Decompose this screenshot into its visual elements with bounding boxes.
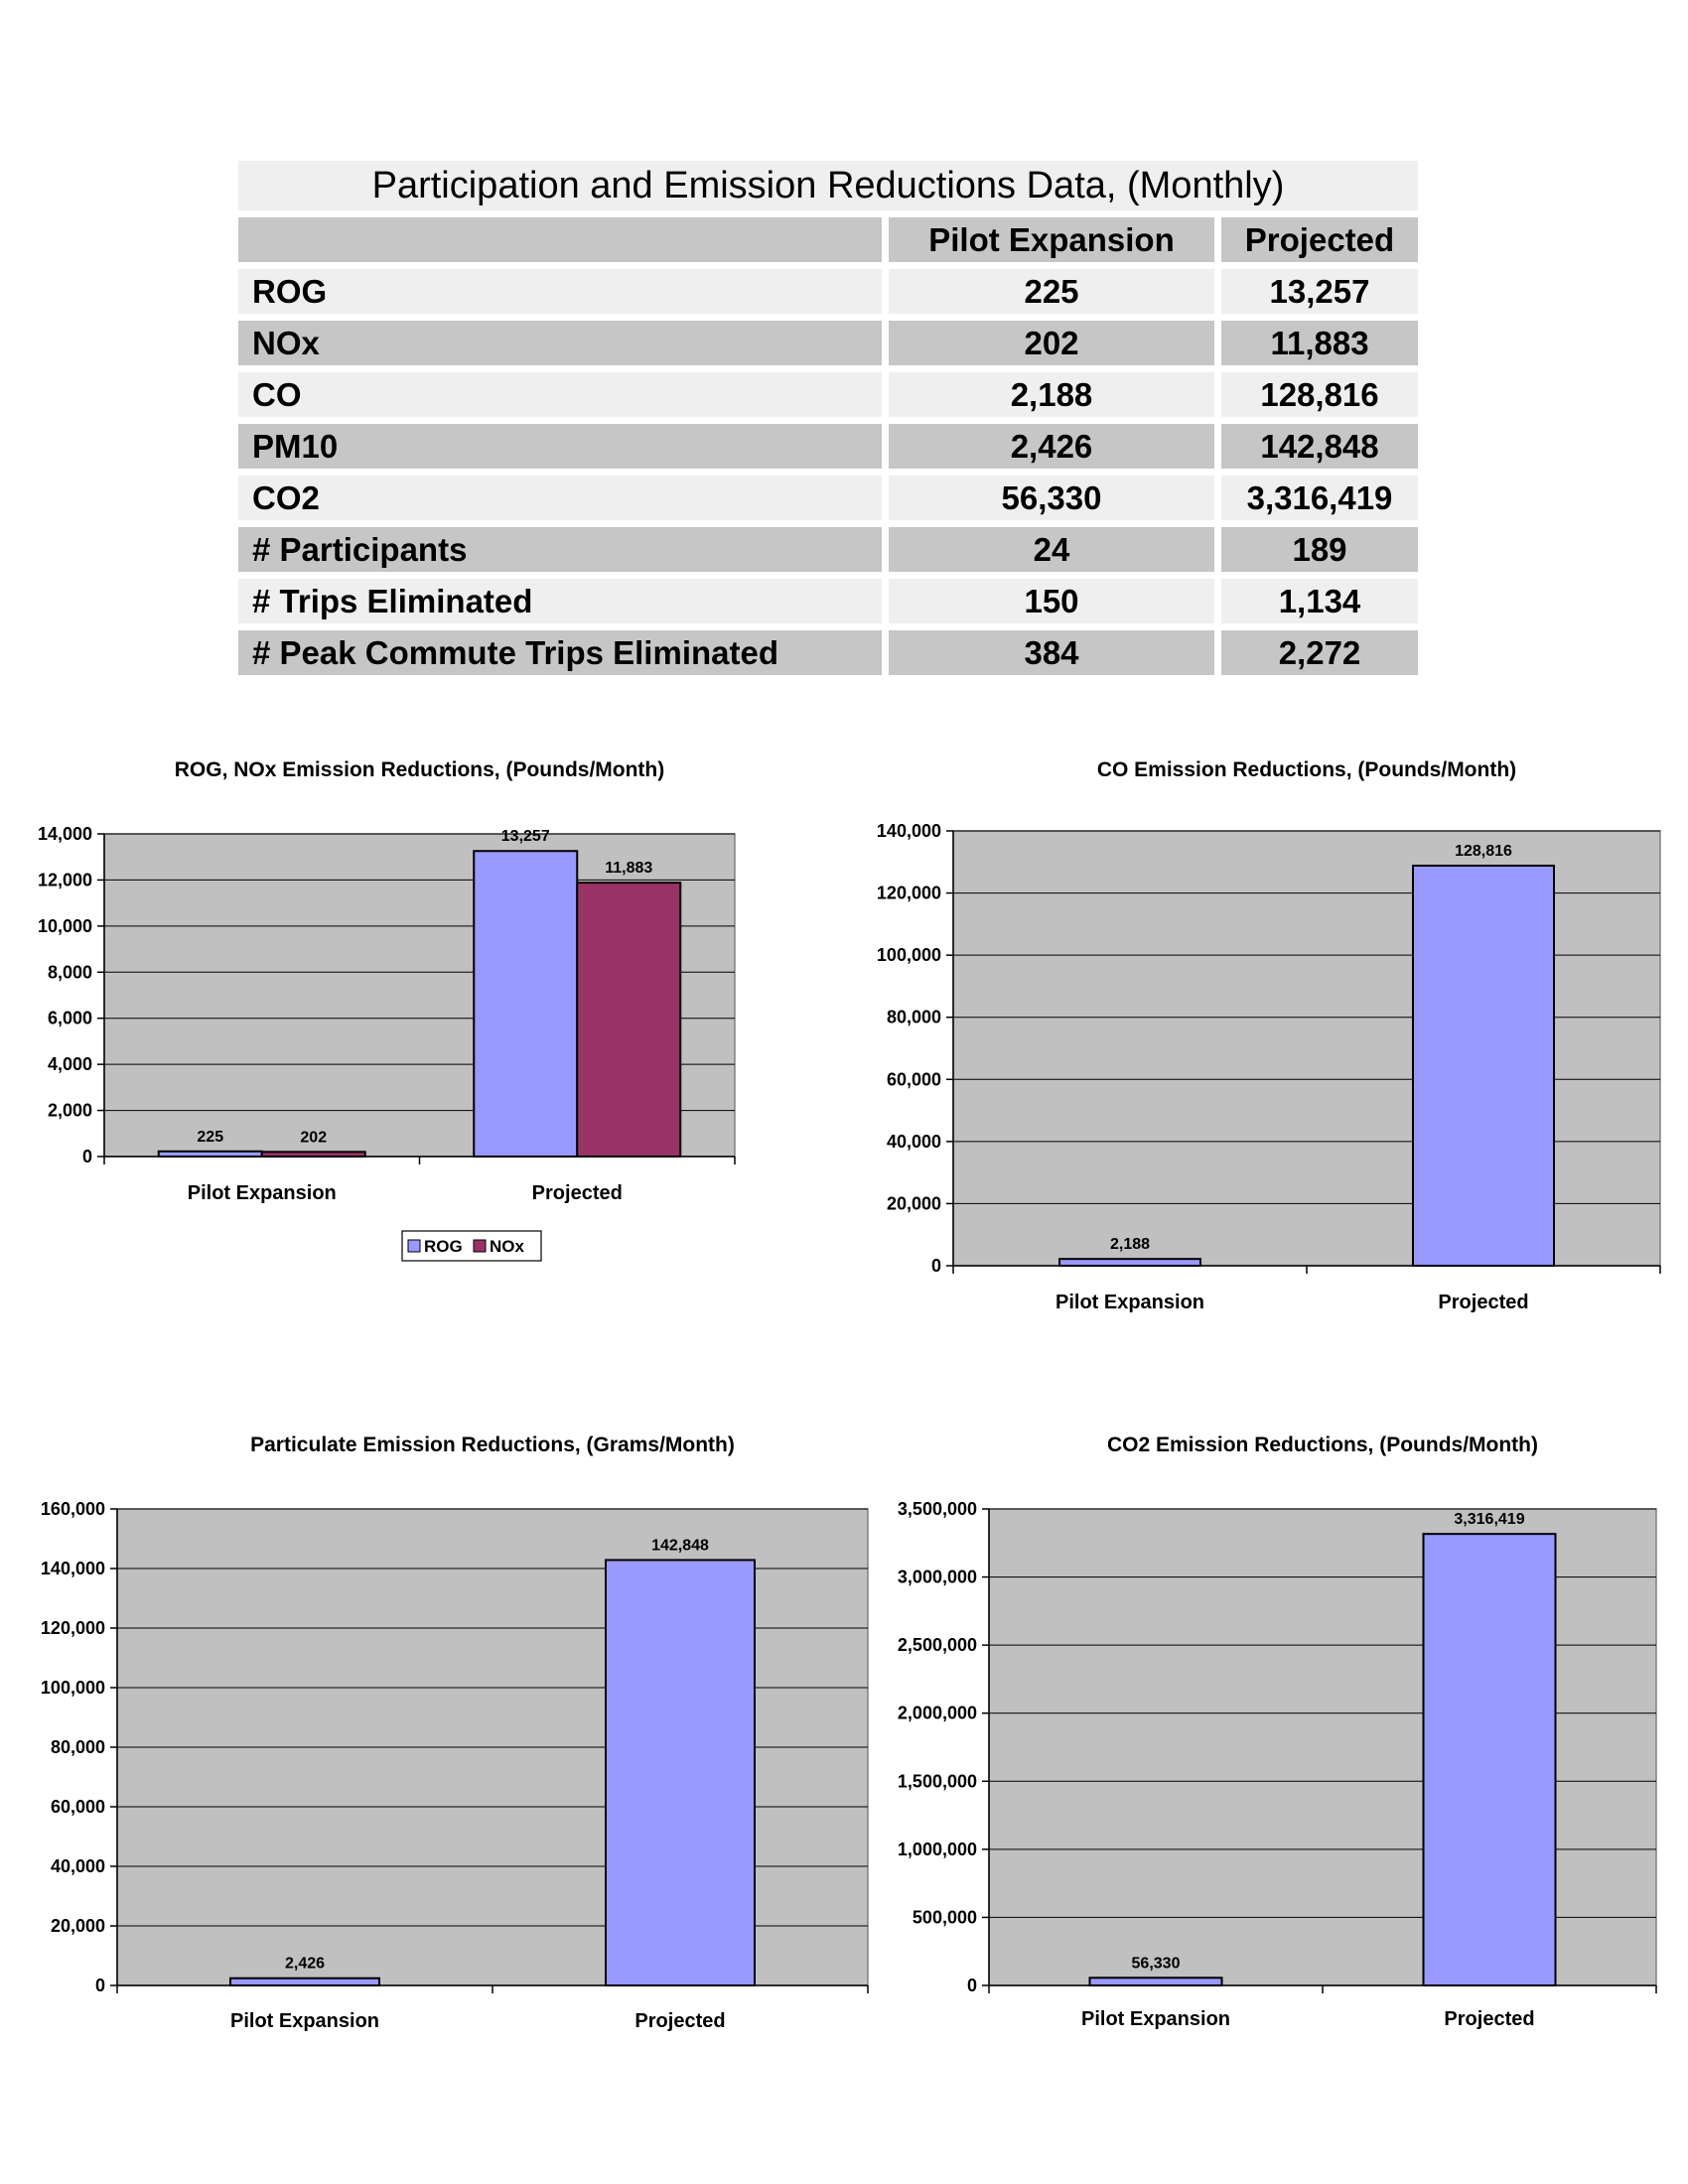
y-tick-label: 120,000 xyxy=(876,883,941,903)
y-tick-label: 3,000,000 xyxy=(897,1567,977,1587)
bar-nox-pilot-expansion xyxy=(262,1152,365,1157)
y-tick-label: 10,000 xyxy=(37,915,92,936)
table-title-row xyxy=(238,161,1418,210)
y-tick-label: 0 xyxy=(930,1256,941,1276)
data-label: 142,848 xyxy=(651,1537,709,1555)
y-tick-label: 140,000 xyxy=(40,1559,105,1578)
x-category-label: Pilot Expansion xyxy=(1080,2008,1231,2030)
row-label: ROG xyxy=(238,269,889,314)
column-header-projected: Projected xyxy=(1221,217,1418,262)
y-tick-label: 120,000 xyxy=(40,1618,105,1638)
row-label: CO2 xyxy=(238,476,889,520)
chart-co2 xyxy=(844,1410,1688,2045)
y-tick-label: 2,000 xyxy=(47,1100,92,1121)
pilot-value: 2,188 xyxy=(889,372,1221,417)
chart-title: CO2 Emission Reductions, (Pounds/Month) xyxy=(1106,1433,1539,1456)
bar-pm10-pilot-expansion xyxy=(230,1979,379,1985)
y-tick-label: 2,500,000 xyxy=(897,1635,977,1656)
y-tick-label: 60,000 xyxy=(50,1797,105,1817)
y-tick-label: 80,000 xyxy=(886,1007,941,1027)
bar-pm10-projected xyxy=(606,1560,755,1985)
y-tick-label: 2,000,000 xyxy=(897,1703,977,1723)
data-label: 11,883 xyxy=(605,860,653,878)
x-category-label: Projected xyxy=(1444,2008,1535,2030)
projected-value: 189 xyxy=(1221,527,1418,572)
y-tick-label: 8,000 xyxy=(47,962,92,983)
data-label: 13,257 xyxy=(500,828,550,846)
data-label: 225 xyxy=(197,1128,224,1146)
y-tick-label: 160,000 xyxy=(40,1499,105,1519)
chart-particulate xyxy=(0,1410,844,2045)
y-tick-label: 500,000 xyxy=(912,1907,977,1928)
projected-value: 13,257 xyxy=(1221,269,1418,314)
y-tick-label: 0 xyxy=(966,1976,977,1995)
projected-value: 142,848 xyxy=(1221,424,1418,469)
y-tick-label: 100,000 xyxy=(40,1678,105,1698)
chart-rog-nox xyxy=(0,735,844,1370)
data-label: 3,316,419 xyxy=(1454,1511,1525,1529)
bar-nox-projected xyxy=(577,883,680,1157)
legend-swatch-rog xyxy=(408,1240,420,1252)
data-label: 202 xyxy=(300,1129,328,1147)
chart-co xyxy=(844,735,1688,1370)
table-row xyxy=(238,630,1418,675)
table-row xyxy=(238,321,1418,365)
projected-value: 128,816 xyxy=(1221,372,1418,417)
row-label: # Peak Commute Trips Eliminated xyxy=(238,630,889,675)
x-category-label: Projected xyxy=(1438,1292,1529,1313)
column-header-pilot: Pilot Expansion xyxy=(889,217,1221,262)
legend-label-rog: ROG xyxy=(424,1237,463,1256)
row-label: NOx xyxy=(238,321,889,365)
projected-value: 11,883 xyxy=(1221,321,1418,365)
table-row xyxy=(238,527,1418,572)
y-tick-label: 1,000,000 xyxy=(897,1839,977,1859)
data-label: 56,330 xyxy=(1131,1955,1181,1973)
y-tick-label: 140,000 xyxy=(876,821,941,841)
bar-co-projected xyxy=(1413,866,1554,1266)
bar-co-pilot-expansion xyxy=(1059,1259,1200,1266)
y-tick-label: 0 xyxy=(94,1976,105,1995)
table-row xyxy=(238,476,1418,520)
pilot-value: 384 xyxy=(889,630,1221,675)
table-header-row xyxy=(238,217,1418,262)
pilot-value: 150 xyxy=(889,579,1221,623)
column-header-blank xyxy=(238,217,889,262)
pilot-value: 225 xyxy=(889,269,1221,314)
chart-title: ROG, NOx Emission Reductions, (Pounds/Month) xyxy=(174,758,665,781)
table-row xyxy=(238,424,1418,469)
legend-swatch-nox xyxy=(474,1240,486,1252)
projected-value: 3,316,419 xyxy=(1221,476,1418,520)
pilot-value: 202 xyxy=(889,321,1221,365)
bar-co2-pilot-expansion xyxy=(1090,1978,1222,1985)
data-label: 2,188 xyxy=(1109,1236,1151,1254)
projected-value: 2,272 xyxy=(1221,630,1418,675)
projected-value: 1,134 xyxy=(1221,579,1418,623)
y-tick-label: 3,500,000 xyxy=(897,1499,977,1519)
emissions-data-table xyxy=(238,154,1418,682)
pilot-value: 2,426 xyxy=(889,424,1221,469)
y-tick-label: 60,000 xyxy=(886,1069,941,1090)
x-category-label: Projected xyxy=(634,2010,726,2032)
y-tick-label: 14,000 xyxy=(37,824,92,844)
y-tick-label: 80,000 xyxy=(50,1737,105,1757)
y-tick-label: 100,000 xyxy=(876,945,941,966)
x-category-label: Projected xyxy=(531,1182,623,1204)
row-label: PM10 xyxy=(238,424,889,469)
y-tick-label: 20,000 xyxy=(50,1916,105,1936)
pilot-value: 24 xyxy=(889,527,1221,572)
y-tick-label: 20,000 xyxy=(886,1193,941,1214)
table-row xyxy=(238,269,1418,314)
data-label: 128,816 xyxy=(1455,842,1512,860)
y-tick-label: 40,000 xyxy=(886,1131,941,1152)
x-category-label: Pilot Expansion xyxy=(1055,1292,1205,1313)
pilot-value: 56,330 xyxy=(889,476,1221,520)
row-label: # Trips Eliminated xyxy=(238,579,889,623)
y-tick-label: 1,500,000 xyxy=(897,1771,977,1792)
bar-rog-pilot-expansion xyxy=(159,1152,262,1157)
chart-title: CO Emission Reductions, (Pounds/Month) xyxy=(1096,758,1517,781)
y-tick-label: 6,000 xyxy=(47,1008,92,1028)
y-tick-label: 12,000 xyxy=(37,870,92,890)
row-label: CO xyxy=(238,372,889,417)
table-row xyxy=(238,372,1418,417)
y-tick-label: 4,000 xyxy=(47,1054,92,1075)
legend-label-nox: NOx xyxy=(490,1237,524,1256)
chart-title: Particulate Emission Reductions, (Grams/Month) xyxy=(250,1433,735,1456)
bar-rog-projected xyxy=(474,851,577,1157)
x-category-label: Pilot Expansion xyxy=(229,2010,380,2032)
x-category-label: Pilot Expansion xyxy=(187,1182,337,1204)
table-row xyxy=(238,579,1418,623)
row-label: # Participants xyxy=(238,527,889,572)
y-tick-label: 0 xyxy=(81,1147,92,1166)
table-title: Participation and Emission Reductions Data, (Monthly) xyxy=(238,161,1418,210)
bar-co2-projected xyxy=(1424,1534,1556,1985)
data-label: 2,426 xyxy=(284,1955,326,1973)
y-tick-label: 40,000 xyxy=(50,1856,105,1876)
